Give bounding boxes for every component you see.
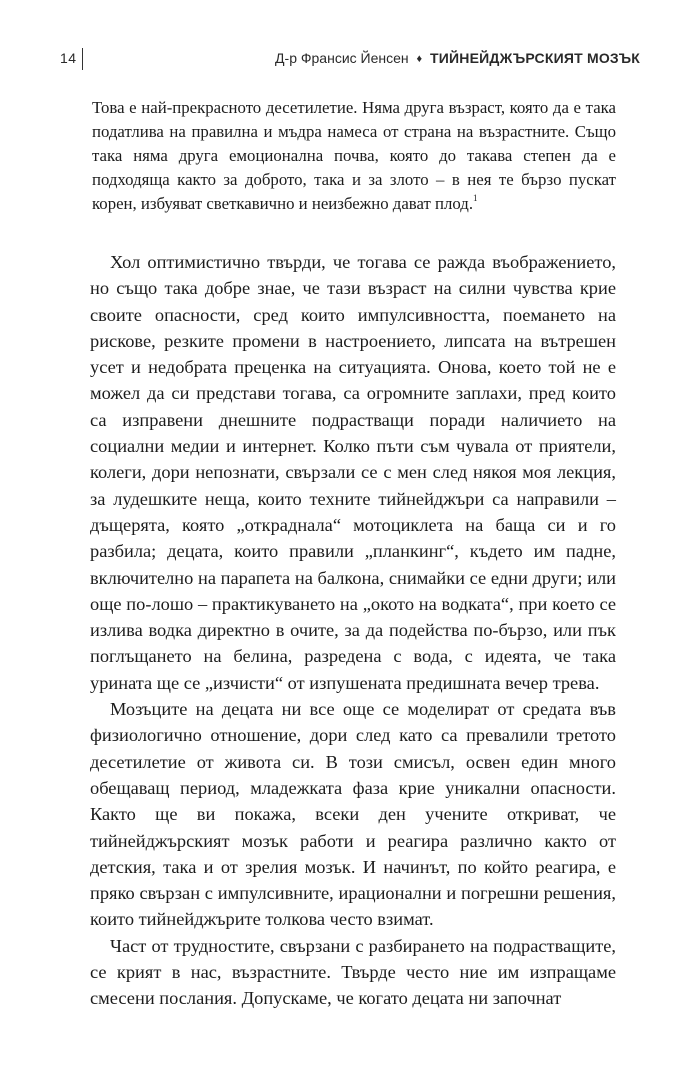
footnote-marker: 1 xyxy=(473,193,478,203)
diamond-separator-icon: ♦ xyxy=(416,53,423,65)
paragraph-1: Хол оптимистично твърди, че тогава се ражда въображението, но също така добре знае, че тази възраст на силни чувства крие своите опасности, сред които импулсивността, поемането на рискове, резките промени в настроението, липсата на вътрешен усет и недобрата преценка на ситуацията. Онова, което той не е можел да си представи тогава, са огромните заплахи, пред които са изправени днешните подрастващи поради наличието на социални медии и интернет. Колко пъти съм чувала от приятели, колеги, дори непознати, свързали се с мен след някоя моя лекция, за лудешките неща, които техните тийнейджъри са направили – дъщерята, която „откраднала“ мотоциклета на баща си и го разбила; децата, които правили „планкинг“, където им падне, включително на парапета на балкона, снимайки се едни други; или още по-лошо – практикуването на „окото на водката“, при което се излива водка директно в очите, за да подейства по-бързо, или пък поглъщането на белина, разредена с вода, с идеята, че така урината ще се „изчисти“ от изпушената предишната вечер трева. xyxy=(90,252,616,693)
quote-paragraph xyxy=(92,96,616,216)
page-number: 14 xyxy=(60,50,77,66)
paragraph-3: Част от трудностите, свързани с разбирането на подрастващите, се крият в нас, възрастните. Твърде често ние им изпращаме смесени послания. Допускаме, че когато децата ни започнат xyxy=(90,935,616,1009)
paragraph-2: Мозъците на децата ни все още се моделират от средата във физиологично отношение, дори след като са превалили третото десетилетие от живота си. В този смисъл, освен един много обещаващ период, младежката фаза крие уникални опасности. Както ще ви покажа, всеки ден учените откриват, че тийнейджърският мозък работи и реагира различно както от детския, така и от зрелия мозък. И начинът, по който реагира, е пряко свързан с импулсивните, ирационални и погрешни решения, които тийнейджърите толкова често взимат. xyxy=(90,699,616,930)
quote-text: Това е най-прекрасното десетилетие. Няма друга възраст, която да е така податлива на правилна и мъдра намеса от страна на възрастните. Също така няма друга емоционална почва, която до такава степен да е подходяща както за доброто, така и за злото – в нея те бързо пускат корен, избуяват светкавично и неизбежно дават плод. xyxy=(92,98,616,213)
running-header xyxy=(60,48,640,70)
running-head xyxy=(275,50,640,66)
body-text xyxy=(90,249,616,1012)
author-name: Д-р Франсис Йенсен xyxy=(275,50,409,66)
epigraph-quote xyxy=(92,96,616,216)
page-number-divider xyxy=(82,48,83,70)
book-title: ТИЙНЕЙДЖЪРСКИЯТ МОЗЪК xyxy=(430,50,640,66)
